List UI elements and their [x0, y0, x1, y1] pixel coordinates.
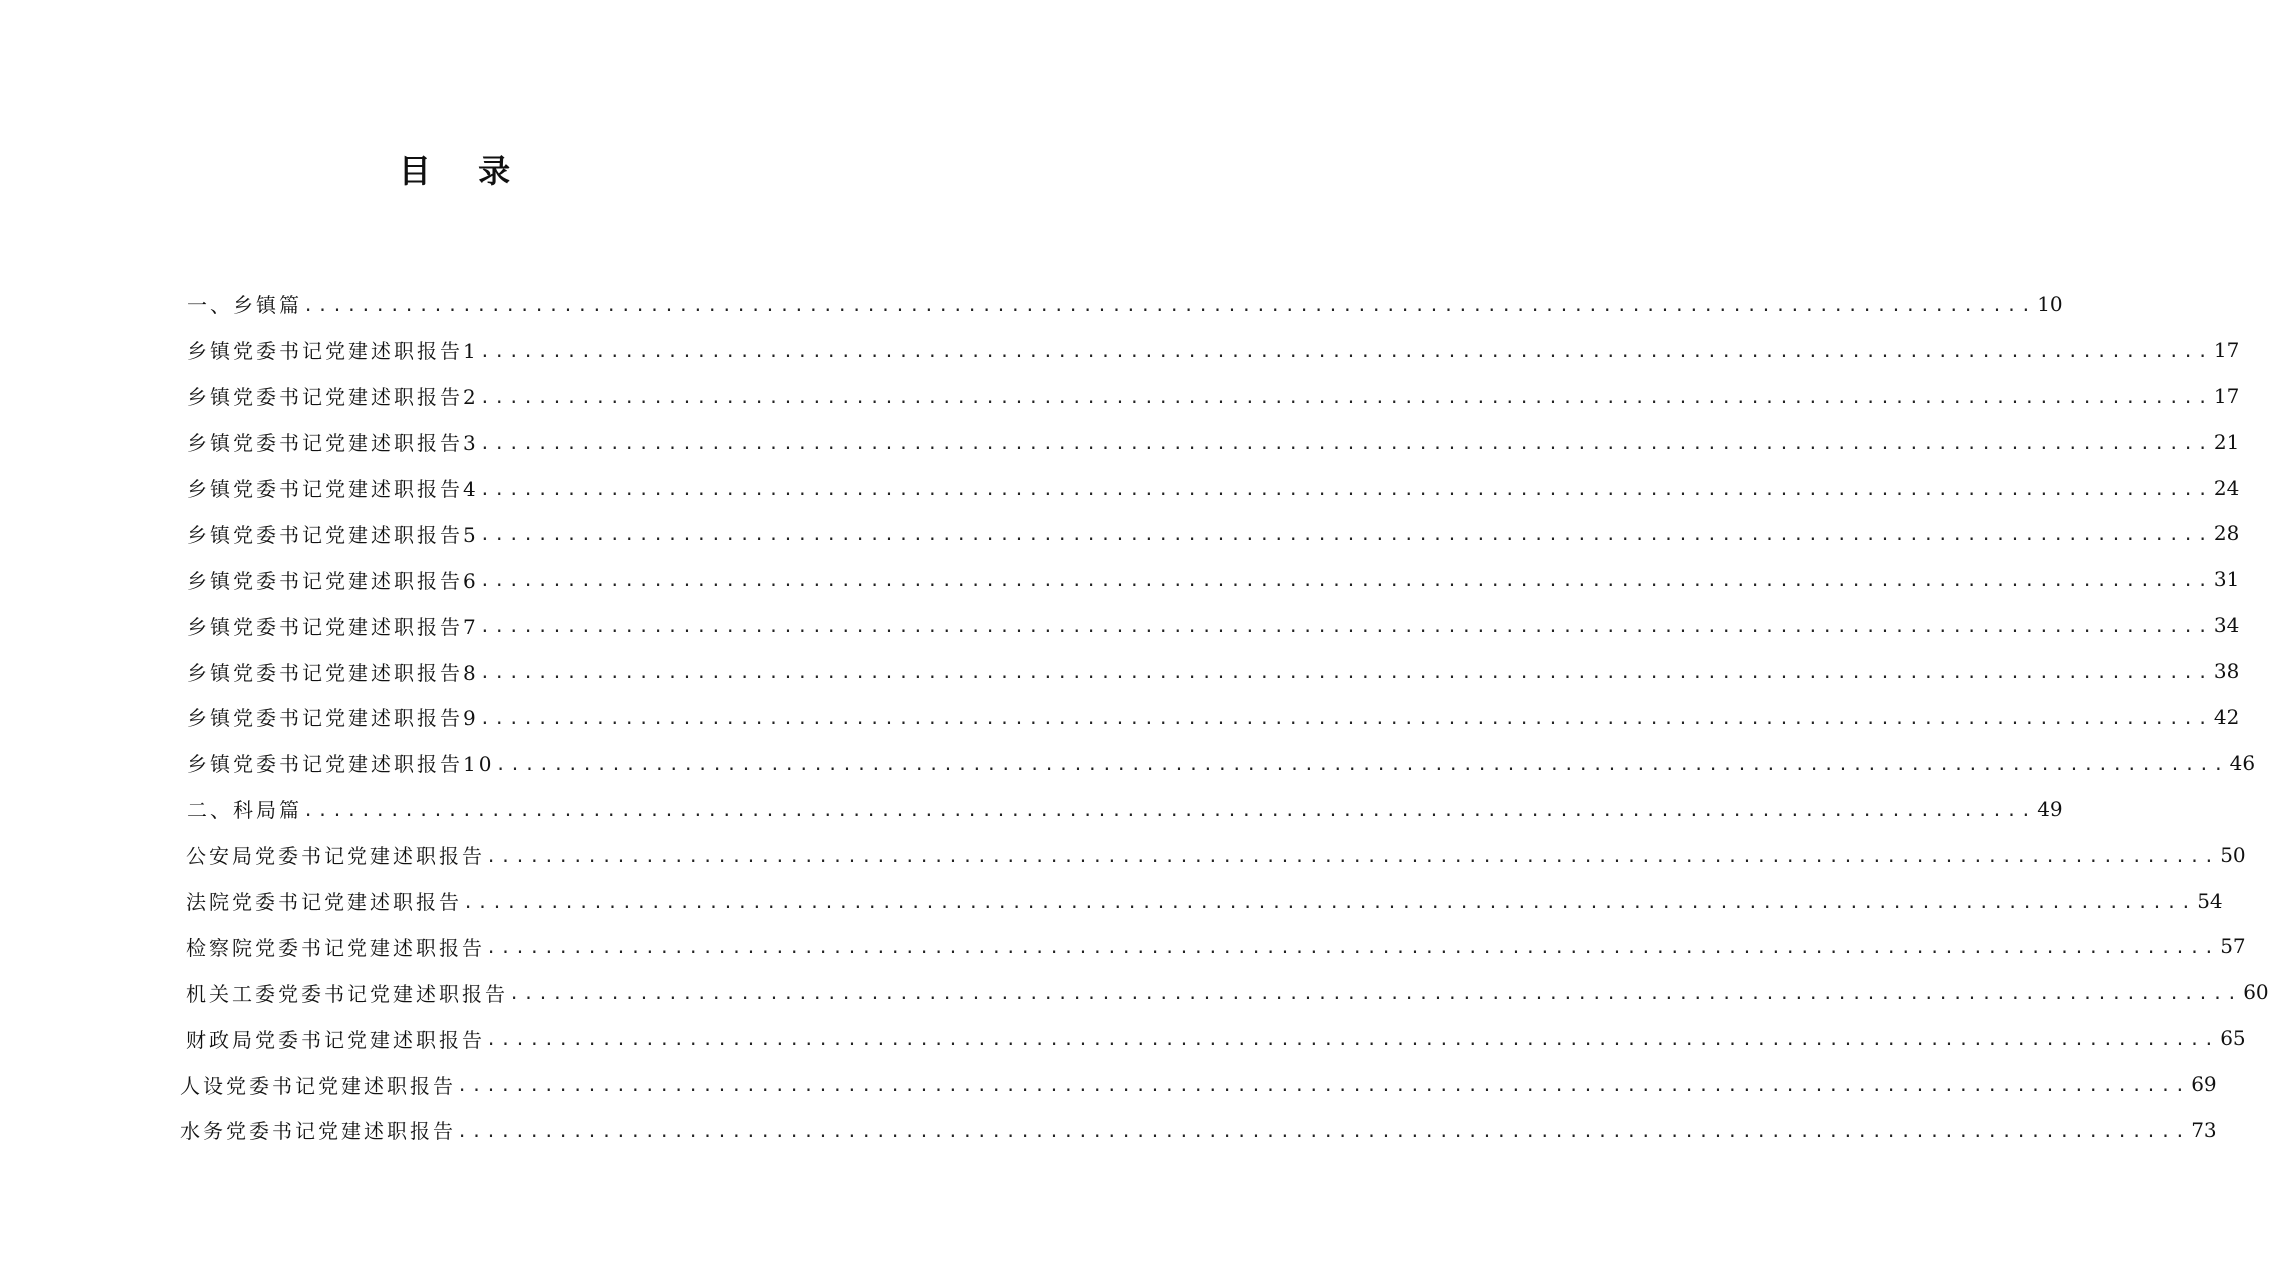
toc-entry[interactable]	[0, 1015, 2246, 1061]
toc-entry-label: 乡镇党委书记党建述职报告5	[187, 522, 479, 547]
toc-entry-page: 69	[2191, 1072, 2217, 1097]
toc-entry-page: 65	[2220, 1026, 2246, 1051]
toc-dot-leader: ........................................................................................................................	[486, 846, 2219, 867]
toc-entry-label: 二、科局篇	[187, 798, 302, 823]
toc-entry-label: 乡镇党委书记党建述职报告8	[187, 660, 479, 685]
toc-entry-label: 乡镇党委书记党建述职报告3	[187, 431, 479, 456]
toc-entry[interactable]	[0, 1061, 2217, 1107]
toc-entry-page: 60	[2243, 980, 2269, 1005]
toc-dot-leader: ........................................................................................................................	[457, 1076, 2190, 1097]
toc-entry-page: 57	[2220, 934, 2246, 959]
toc-entry[interactable]	[0, 510, 2240, 556]
toc-entry-label: 乡镇党委书记党建述职报告4	[187, 477, 479, 501]
toc-entry[interactable]	[0, 373, 2240, 419]
toc-entry-label: 财政局党委书记党建述职报告	[186, 1027, 485, 1052]
toc-entry-page: 34	[2213, 613, 2240, 638]
toc-entry-label: 乡镇党委书记党建述职报告10	[187, 752, 495, 777]
toc-entry-page: 10	[2037, 291, 2063, 316]
toc-entry-label: 机关工委党委书记党建述职报告	[186, 981, 508, 1006]
toc-dot-leader: ........................................................................................................................	[479, 663, 2212, 684]
toc-entry-page: 73	[2191, 1117, 2217, 1142]
toc-entry-page: 24	[2213, 475, 2240, 500]
toc-dot-leader: ........................................................................................................................	[509, 984, 2242, 1005]
toc-entry-page: 21	[2213, 429, 2240, 454]
toc-entry[interactable]	[0, 1107, 2217, 1153]
toc-entry[interactable]	[0, 419, 2240, 465]
toc-entry-page: 49	[2037, 796, 2063, 821]
toc-dot-leader: ........................................................................................................................	[463, 892, 2196, 913]
toc-entry-page: 46	[2229, 750, 2256, 775]
toc-entry-page: 38	[2213, 659, 2240, 684]
toc-dot-leader: ........................................................................................................................	[479, 433, 2212, 454]
toc-entry-label: 检察院党委书记党建述职报告	[186, 935, 485, 960]
toc-entry[interactable]	[0, 969, 2269, 1015]
toc-entry[interactable]	[0, 556, 2240, 602]
toc-dot-leader: ........................................................................................................................	[479, 387, 2212, 408]
toc-entry-page: 17	[2213, 383, 2240, 408]
toc-entry[interactable]	[0, 832, 2246, 878]
toc-dot-leader: ........................................................................................................................	[479, 341, 2212, 362]
toc-entry-page: 31	[2213, 567, 2240, 592]
toc-entry[interactable]	[0, 465, 2240, 511]
toc-dot-leader: ........................................................................................................................	[303, 295, 2036, 316]
toc-entry[interactable]	[0, 786, 2063, 832]
toc-dot-leader: ........................................................................................................................	[479, 571, 2212, 592]
toc-entry[interactable]	[0, 327, 2240, 373]
toc-entry-label: 乡镇党委书记党建述职报告9	[187, 706, 479, 731]
toc-entry[interactable]	[0, 694, 2240, 740]
toc-dot-leader: ........................................................................................................................	[479, 525, 2212, 546]
toc-entry-label: 乡镇党委书记党建述职报告6	[187, 568, 479, 593]
toc-entry[interactable]	[0, 648, 2240, 694]
toc-entry[interactable]	[0, 602, 2240, 648]
toc-entry-page: 50	[2220, 842, 2246, 867]
toc-entry-label: 人设党委书记党建述职报告	[180, 1073, 456, 1098]
toc-entry-page: 54	[2197, 888, 2223, 913]
toc-dot-leader: ........................................................................................................................	[495, 754, 2228, 775]
toc-entry[interactable]	[0, 878, 2223, 924]
toc-entry[interactable]	[0, 740, 2256, 786]
toc-entry-label: 乡镇党委书记党建述职报告1	[187, 339, 479, 364]
toc-list	[0, 281, 2269, 1153]
toc-entry-page: 17	[2213, 337, 2240, 362]
toc-title: 目 录	[398, 152, 529, 190]
toc-dot-leader: ........................................................................................................................	[457, 1121, 2190, 1142]
toc-entry-label: 乡镇党委书记党建述职报告7	[187, 614, 479, 639]
toc-dot-leader: ........................................................................................................................	[486, 1030, 2219, 1051]
toc-entry-page: 42	[2213, 704, 2240, 729]
toc-dot-leader: ........................................................................................................................	[479, 479, 2212, 500]
toc-entry-label: 公安局党委书记党建述职报告	[186, 844, 485, 869]
toc-entry[interactable]	[0, 281, 2063, 327]
toc-entry-label: 水务党委书记党建述职报告	[180, 1119, 456, 1144]
toc-entry-label: 乡镇党委书记党建述职报告2	[187, 385, 479, 410]
toc-dot-leader: ........................................................................................................................	[486, 938, 2219, 959]
toc-entry-label: 一、乡镇篇	[187, 293, 302, 318]
toc-entry-page: 28	[2213, 521, 2240, 546]
toc-entry-label: 法院党委书记党建述职报告	[186, 890, 462, 915]
toc-dot-leader: ........................................................................................................................	[303, 800, 2036, 821]
toc-dot-leader: ........................................................................................................................	[479, 617, 2212, 638]
toc-entry[interactable]	[0, 923, 2246, 969]
toc-dot-leader: ........................................................................................................................	[479, 708, 2212, 729]
